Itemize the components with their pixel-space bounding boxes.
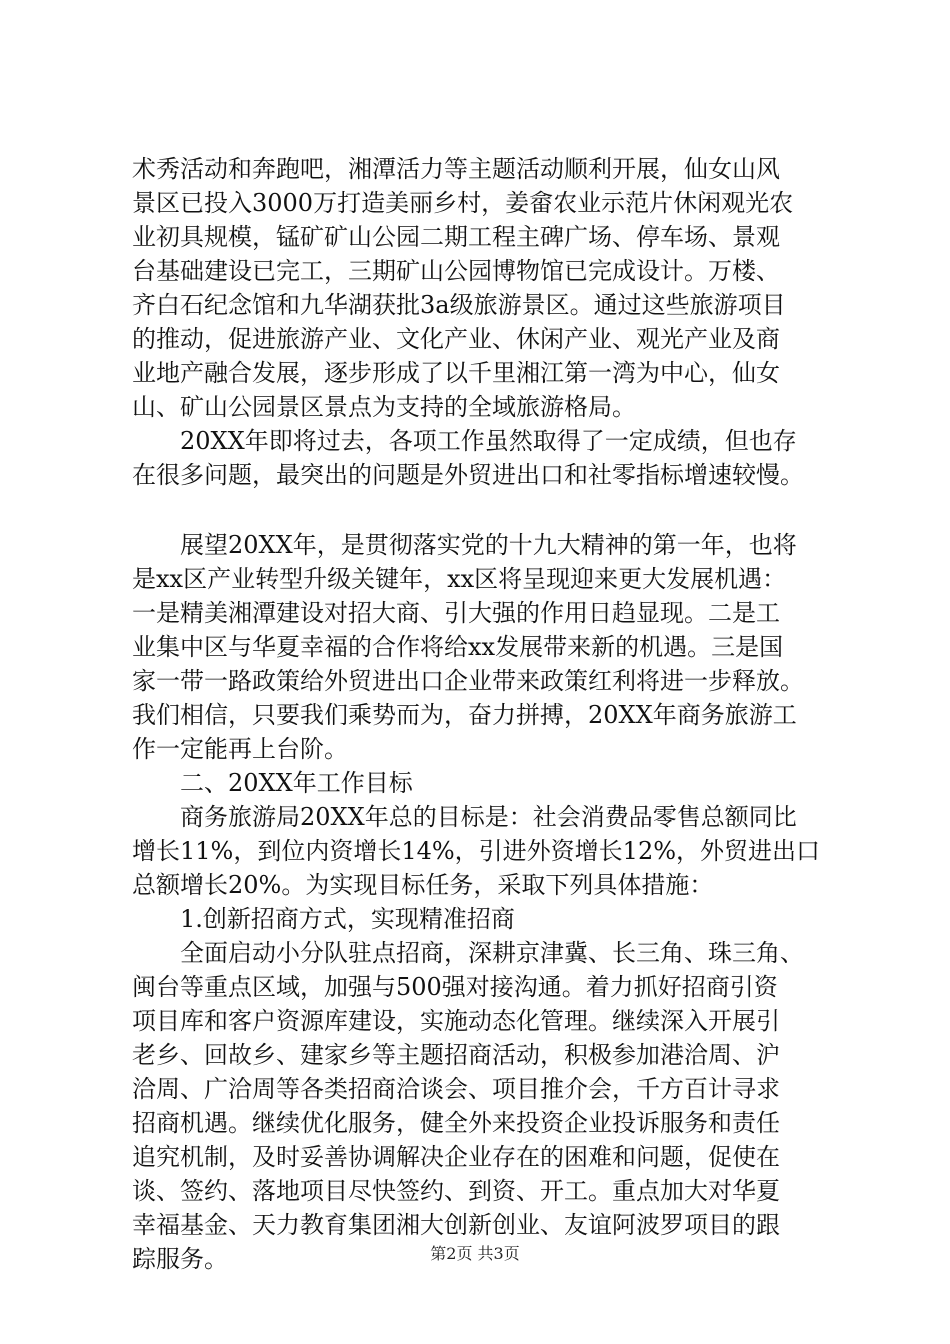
text-line: 踪服务。 xyxy=(132,1245,228,1273)
text-line: 追究机制，及时妥善协调解决企业存在的困难和问题，促使在 xyxy=(132,1143,780,1171)
text-line: 增长11%，到位内资增长14%，引进外资增长12%，外贸进出口 xyxy=(132,837,821,865)
paragraph-investment-measures xyxy=(132,936,832,1276)
text-line: 我们相信，只要我们乘势而为，奋力拼搏，20XX年商务旅游工 xyxy=(132,701,797,729)
paragraph-year-summary xyxy=(132,424,832,492)
text-line: 业集中区与华夏幸福的合作将给xx发展带来新的机遇。三是国 xyxy=(132,633,784,661)
text-line: 项目库和客户资源库建设，实施动态化管理。继续深入开展引 xyxy=(132,1007,780,1035)
text-line: 洽周、广洽周等各类招商洽谈会、项目推介会，千方百计寻求 xyxy=(132,1075,780,1103)
text-line: 作一定能再上台阶。 xyxy=(132,735,348,763)
text-line: 谈、签约、落地项目尽快签约、到资、开工。重点加大对华夏 xyxy=(132,1177,780,1205)
text-line: 山、矿山公园景区景点为支持的全域旅游格局。 xyxy=(132,393,636,421)
text-line: 是xx区产业转型升级关键年，xx区将呈现迎来更大发展机遇： xyxy=(132,565,787,593)
paragraph-tourism-projects xyxy=(132,152,832,424)
text-line: 家一带一路政策给外贸进出口企业带来政策红利将进一步释放。 xyxy=(132,667,804,695)
page-number-footer: 第2页 共3页 xyxy=(430,1244,520,1263)
document-body xyxy=(132,152,832,1276)
text-line: 景区已投入3000万打造美丽乡村，姜畲农业示范片休闲观光农 xyxy=(132,189,794,217)
text-line: 台基础建设已完工，三期矿山公园博物馆已完成设计。万楼、 xyxy=(132,257,780,285)
text-line: 术秀活动和奔跑吧，湘潭活力等主题活动顺利开展，仙女山风 xyxy=(132,155,780,183)
paragraph-targets xyxy=(132,800,832,902)
text-line: 一是精美湘潭建设对招大商、引大强的作用日趋显现。二是工 xyxy=(132,599,780,627)
text-line: 幸福基金、天力教育集团湘大创新创业、友谊阿波罗项目的跟 xyxy=(132,1211,780,1239)
text-line: 的推动，促进旅游产业、文化产业、休闲产业、观光产业及商 xyxy=(132,325,780,353)
text-line: 业初具规模，锰矿矿山公园二期工程主碑广场、停车场、景观 xyxy=(132,223,780,251)
text-line: 商务旅游局20XX年总的目标是：社会消费品零售总额同比 xyxy=(132,803,797,831)
text-line: 全面启动小分队驻点招商，深耕京津冀、长三角、珠三角、 xyxy=(132,939,804,967)
text-line: 总额增长20%。为实现目标任务，采取下列具体措施： xyxy=(132,871,714,899)
text-line: 20XX年即将过去，各项工作虽然取得了一定成绩，但也存 xyxy=(132,427,797,455)
text-line: 齐白石纪念馆和九华湖获批3a级旅游景区。通过这些旅游项目 xyxy=(132,291,786,319)
paragraph-outlook xyxy=(132,528,832,766)
text-line: 展望20XX年，是贯彻落实党的十九大精神的第一年，也将 xyxy=(132,531,797,559)
text-line: 在很多问题，最突出的问题是外贸进出口和社零指标增速较慢。 xyxy=(132,461,804,489)
text-line: 招商机遇。继续优化服务，健全外来投资企业投诉服务和责任 xyxy=(132,1109,780,1137)
paragraph-gap xyxy=(132,492,832,528)
text-line: 业地产融合发展，逐步形成了以千里湘江第一湾为中心，仙女 xyxy=(132,359,780,387)
text-line: 老乡、回故乡、建家乡等主题招商活动，积极参加港洽周、沪 xyxy=(132,1041,780,1069)
text-line: 闽台等重点区域，加强与500强对接沟通。着力抓好招商引资 xyxy=(132,973,778,1001)
section-heading: 二、20XX年工作目标 xyxy=(132,769,413,797)
subsection-heading: 1.创新招商方式，实现精准招商 xyxy=(132,905,515,933)
